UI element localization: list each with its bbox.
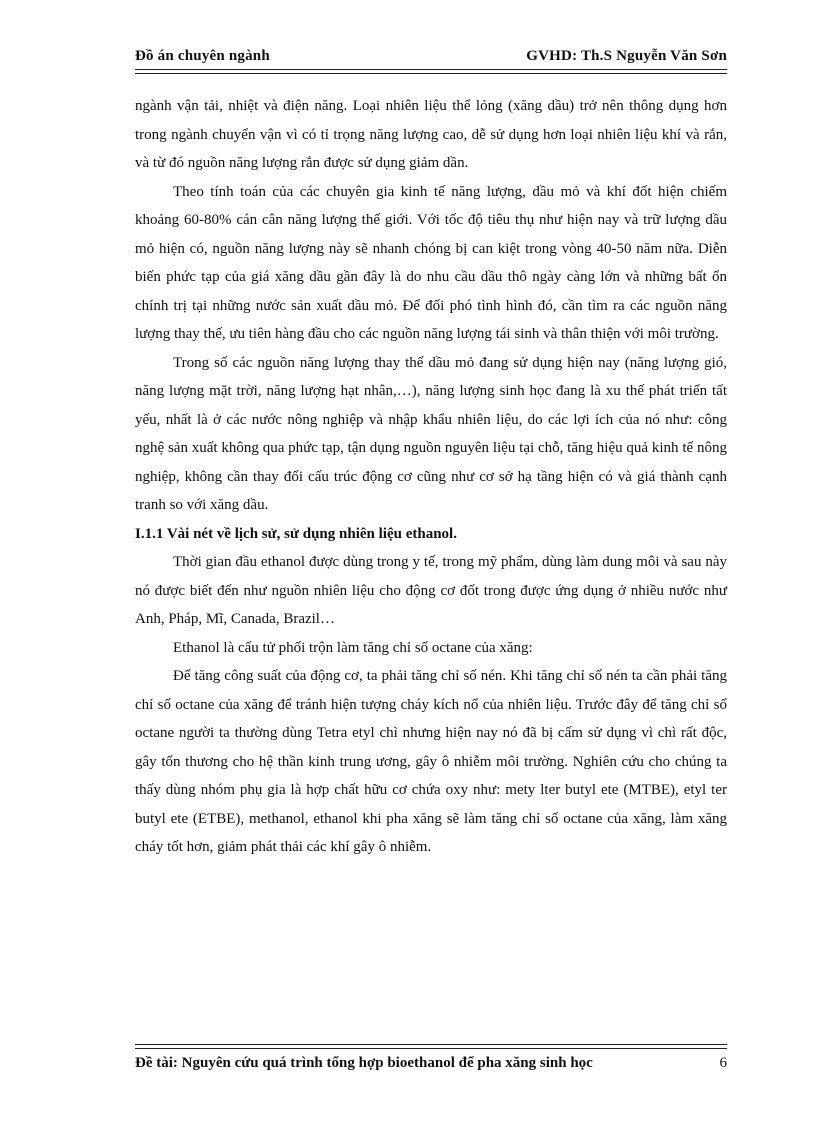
header-rule — [135, 69, 727, 70]
page-footer — [135, 1044, 727, 1084]
paragraph-ethanol-history: Thời gian đầu ethanol được dùng trong y tế, trong mỹ phẩm, dùng làm dung môi và sau này nó được biết đến như nguồn nhiên liệu cho động cơ đốt trong được ứng dụng ở nhiều nước như Anh, Pháp, Mĩ, Canada, Brazil… — [135, 554, 727, 627]
footer-thesis-title: Đề tài: Nguyên cứu quá trình tổng hợp bioethanol để pha xăng sinh học — [135, 1055, 593, 1071]
header-rule-thin — [135, 73, 727, 74]
paragraph-octane-intro: Ethanol là cấu tử phối trộn làm tăng chỉ số octane của xăng: — [173, 639, 533, 656]
page-number: 6 — [719, 1055, 727, 1071]
paragraph-energy-share: Theo tính toán của các chuyên gia kinh tế năng lượng, dầu mỏ và khí đốt hiện chiếm khoảng 60-80% cán cân năng lượng thế giới. Với tốc độ tiêu thụ như hiện nay và trữ lượng dầu mỏ hiện có, nguồn năng lượng này sẽ nhanh chóng bị can kiệt trong vòng 40-50 năm nữa. Diễn biến phức tạp của giá xăng dầu gần đây là do nhu cầu dầu thô ngày càng lớn và những bất ổn chính trị tại những nước sản xuất dầu mỏ. Để đối phó tình hình đó, cần tìm ra các nguồn năng lượng thay thế, ưu tiên hàng đầu cho các nguồn năng lượng tái sinh và thân thiện với môi trường. — [135, 183, 727, 342]
footer-rule — [135, 1048, 727, 1049]
document-body — [135, 92, 727, 862]
footer-rule-thin — [135, 1044, 727, 1045]
paragraph-octane-details: Để tăng công suất của động cơ, ta phải tăng chỉ số nén. Khi tăng chỉ số nén ta cần phải tăng chỉ số octane của xăng để tránh hiện tượng cháy kích nổ của nhiên liệu. Trước đây để tăng chỉ số octane người ta thường dùng Tetra etyl chì nhưng hiện nay nó đã bị cấm sử dụng vì chì rất độc, gây tổn thương cho hệ thần kinh trung ương, gây ô nhiễm môi trường. Nghiên cứu cho chúng ta thấy dùng nhóm phụ gia là hợp chất hữu cơ chứa oxy như: mety lter butyl ete (MTBE), etyl ter butyl ete (ETBE), methanol, ethanol khi pha xăng sẽ làm tăng chỉ số octane của xăng, làm xăng cháy tốt hơn, giảm phát thải các khí gây ô nhiễm. — [135, 668, 727, 855]
paragraph-continuation: ngành vận tải, nhiệt và điện năng. Loại nhiên liệu thể lỏng (xăng dầu) trở nên thông dụng hơn trong ngành chuyển vận vì có tỉ trọng năng lượng cao, dễ sử dụng hơn loại nhiên liệu khí và rắn, và từ đó nguồn năng lượng rắn được sử dụng giảm dần. — [135, 98, 727, 171]
header-supervisor: GVHD: Th.S Nguyễn Văn Sơn — [526, 48, 727, 64]
paragraph-alternative-energy: Trong số các nguồn năng lượng thay thế dầu mỏ đang sử dụng hiện nay (năng lượng gió, năng lượng mặt trời, năng lượng hạt nhân,…), năng lượng sinh học đang là xu thế phát triển tất yếu, nhất là ở các nước nông nghiệp và nhập khẩu nhiên liệu, do các lợi ích của nó như: công nghệ sản xuất không qua phức tạp, tận dụng nguồn nguyên liệu tại chỗ, tăng hiệu quả kinh tế nông nghiệp, không cần thay đổi cấu trúc động cơ cũng như cơ sở hạ tầng hiện có và giá thành cạnh tranh so với xăng dầu. — [135, 354, 727, 513]
page-header — [135, 48, 727, 72]
header-course-title: Đồ án chuyên ngành — [135, 48, 270, 64]
section-heading: I.1.1 Vài nét về lịch sử, sử dụng nhiên liệu ethanol. — [135, 525, 457, 542]
